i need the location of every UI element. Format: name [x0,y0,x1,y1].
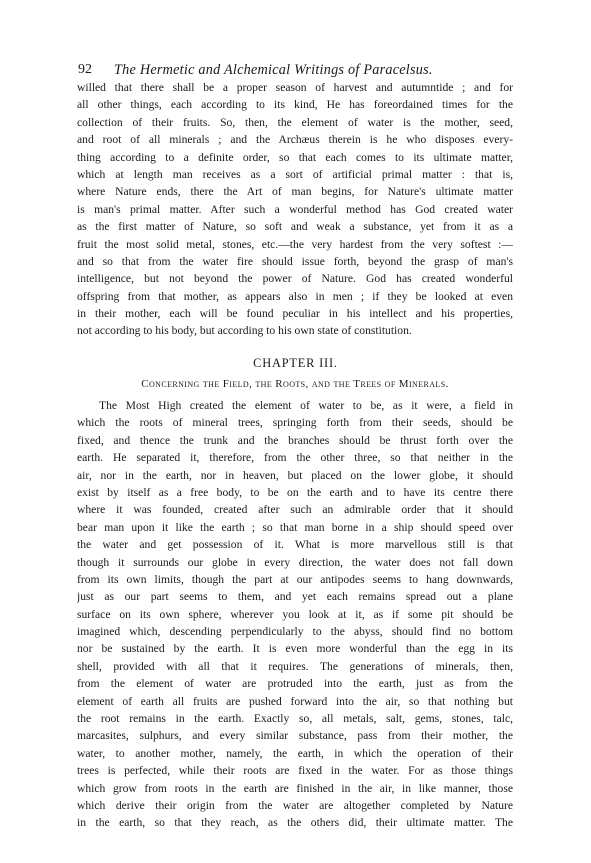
chapter-subtitle: Concerning the Field, the Roots, and the Trees of Minerals. [141,378,449,390]
text-line: shell, provided with all that it requires. The generations of minerals, then, [77,659,513,673]
paragraph-continued [77,79,513,340]
text-line: marcasites, sulphurs, and every similar substance, pass from their mother, the [77,729,513,743]
text-line: which derive their origin from the water are altogether completed by Nature [77,798,513,812]
page-number: 92 [78,62,92,77]
text-line: the root remains in the earth. Exactly so, all metals, salt, gems, stones, talc, [77,712,513,726]
text-line: surface on its own sphere, wherever you look at it, as if some pit should be [77,607,513,621]
text-line: though it surrounds our globe in every direction, the water does not fall down [77,555,513,569]
text-line: thing according to a definite order, so that each comes to its ultimate matter, [77,150,513,164]
text-line: exist by itself as a free body, to be on the earth and to have its centre there [77,485,513,499]
running-title: The Hermetic and Alchemical Writings of Paracelsus. [114,62,433,78]
text-line: where it was founded, created after such an admirable order that it should [77,503,513,517]
text-line: The Most High created the element of water to be, as it were, a field in [99,399,513,412]
text-line: offspring from that mother, as appears also in men ; if they be looked at even [77,289,513,303]
text-line: imagined which, descending perpendicularly to the abyss, should find no bottom [77,625,513,639]
text-line: which at length man receives as a sort of artificial primal matter : that is, [77,167,513,181]
text-line: nor be sustained by the earth. It is even more wonderful than the egg in its [77,642,513,656]
text-line: collection of their fruits. So, then, the element of water is the mother, seed, [77,115,513,129]
text-line: air, nor in the earth, nor in heaven, but placed on the lower globe, it should [77,468,513,482]
text-line: element of earth all fruits are pushed forward into the air, so that nothing but [77,694,513,708]
chapter-title: CHAPTER III. [253,356,338,370]
text-line: which grow from roots in the earth are finished in the air, in like manner, those [77,781,513,795]
text-line: not according to his body, but according to his own state of constitution. [77,324,412,338]
text-line: in the earth, so that they reach, as the others did, their ultimate matter. The [77,816,513,830]
text-line: from the element of water are protruded into the earth, just as from the [77,677,513,691]
text-line: is man's primal matter. After such a wonderful method has God created water [77,202,513,216]
text-line: which the roots of mineral trees, springing forth from their seeds, should be [77,416,513,430]
text-line: all other things, each according to its kind, He has foreordained times for the [77,98,513,112]
text-line: willed that there shall be a proper season of harvest and autumntide ; and for [77,81,513,94]
text-line: the water and get possession of it. What is more marvellous still is that [77,538,513,552]
text-line: fruit the most solid metal, stones, etc.—the very hardest from the very softest :— [77,237,513,251]
text-line: water, to another mother, namely, the earth, in which the operation of their [77,746,513,760]
text-line: and root of all minerals ; and the Archæus therein is he who disposes every- [77,133,513,147]
text-line: fixed, and thence the trunk and the branches should be thrust forth over the [77,433,513,447]
page-header [78,60,518,80]
text-line: in their mother, each will be found peculiar in his intellect and his properties, [77,307,513,321]
text-line: intelligence, but not beyond the power of Nature. God has created wonderful [77,272,513,286]
text-line: from its own limits, though the part at our antipodes seems to hang downwards, [77,572,513,586]
text-line: bear man upon it like the earth ; so that man borne in a ship should speed over [77,520,513,534]
text-line: trees is perfected, while their roots are fixed in the water. For as those things [77,764,513,778]
text-line: just as our part seems to them, and yet each remains spread out a plane [77,590,513,604]
chapter-paragraph [77,397,513,832]
text-line: earth. He separated it, therefore, from the other three, so that neither in the [77,451,513,465]
text-line: as the first matter of Nature, so soft and weak a substance, yet from it as a [77,220,513,234]
text-line: and so that from the water fire should issue forth, beyond the grasp of man's [77,254,513,268]
text-line: where Nature ends, there the Art of man begins, for Nature's ultimate matter [77,185,513,199]
